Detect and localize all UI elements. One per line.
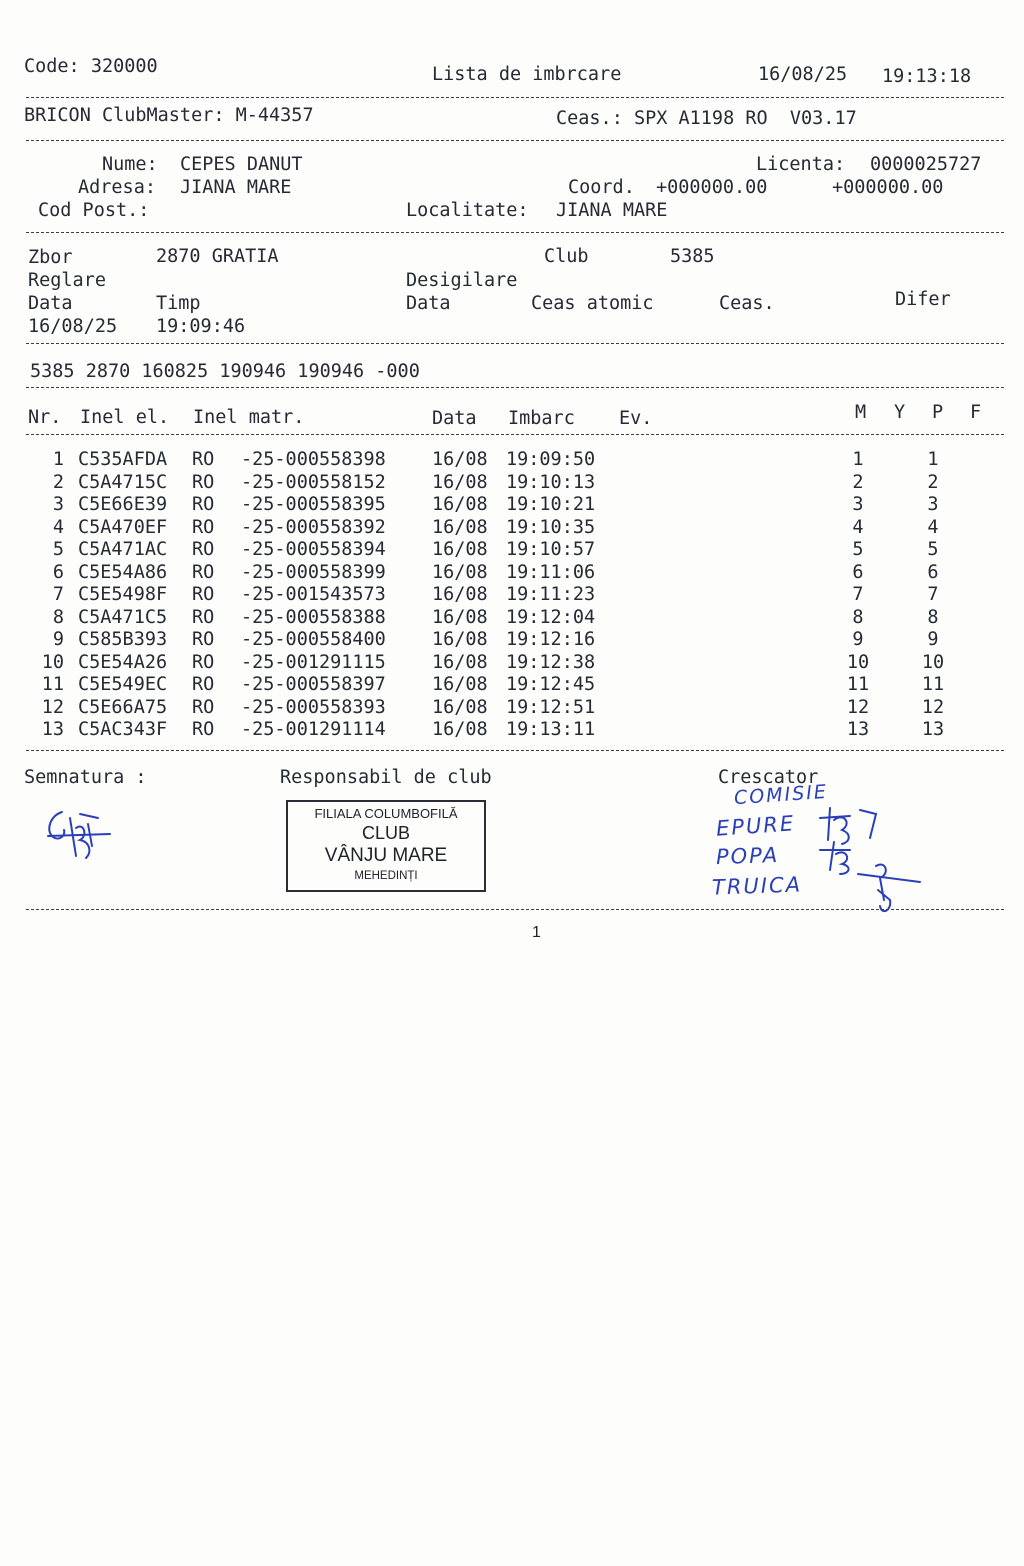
row-time: 19:10:13	[506, 471, 596, 493]
row-ring-el: C5E54A86	[78, 561, 168, 583]
ceas-label: Ceas.	[719, 293, 775, 314]
row-ring-el: C585B393	[78, 629, 168, 650]
row-ring-matr: -25-000558393	[241, 696, 386, 718]
system-label: BRICON ClubMaster: M-44357	[24, 105, 314, 126]
crescator-label: Crescator	[718, 767, 819, 788]
row-country: RO	[192, 561, 215, 583]
row-country: RO	[192, 674, 215, 695]
row-ring-el: C535AFDA	[78, 449, 168, 470]
row-m: 12	[846, 696, 870, 718]
row-ring-matr: -25-000558388	[241, 606, 386, 628]
table-row	[0, 584, 1024, 607]
row-date: 16/08	[432, 539, 488, 560]
row-number: 2	[52, 471, 64, 493]
handwritten-popa: POPA	[715, 842, 780, 870]
row-date: 16/08	[432, 494, 488, 515]
row-ring-el: C5E66A75	[78, 696, 168, 718]
row-p: 7	[927, 584, 939, 605]
row-date: 16/08	[432, 449, 488, 470]
handwritten-comisie: COMISIE	[733, 780, 829, 810]
stamp-line-2: CLUB	[361, 823, 410, 843]
row-m: 4	[852, 516, 864, 538]
divider	[26, 387, 1004, 388]
table-row	[0, 539, 1024, 562]
row-m: 9	[852, 629, 864, 650]
row-m: 6	[852, 561, 864, 583]
row-number: 11	[41, 674, 64, 695]
divider	[26, 434, 1004, 435]
row-country: RO	[192, 651, 215, 673]
row-number: 5	[52, 539, 64, 560]
timp-label: Timp	[156, 293, 201, 314]
row-number: 6	[52, 561, 64, 583]
divider	[26, 343, 1004, 344]
row-ring-matr: -25-000558397	[241, 674, 386, 695]
row-number: 13	[41, 719, 64, 740]
row-date: 16/08	[432, 674, 488, 695]
row-p: 1	[927, 449, 939, 470]
row-m: 11	[846, 674, 870, 695]
row-p: 9	[927, 629, 939, 650]
reglare-time: 19:09:46	[156, 316, 246, 337]
row-p: 5	[927, 539, 939, 560]
table-row	[0, 562, 1024, 585]
table-row	[0, 607, 1024, 630]
row-time: 19:13:11	[506, 719, 596, 740]
row-country: RO	[192, 516, 215, 538]
row-country: RO	[192, 719, 215, 740]
row-ring-matr: -25-000558394	[241, 539, 386, 560]
row-date: 16/08	[432, 719, 488, 740]
row-p: 4	[927, 516, 939, 538]
row-country: RO	[192, 471, 215, 493]
row-country: RO	[192, 494, 215, 515]
zbor-label: Zbor	[28, 247, 73, 268]
table-row	[0, 449, 1024, 472]
row-ring-el: C5A471C5	[78, 606, 168, 628]
ceas-atomic-label: Ceas atomic	[531, 293, 654, 314]
divider	[26, 140, 1004, 141]
semnatura-label: Semnatura :	[24, 767, 147, 788]
data2-label: Data	[406, 293, 451, 314]
row-country: RO	[192, 449, 215, 470]
row-p: 6	[927, 561, 939, 583]
owner-locality: JIANA MARE	[556, 200, 668, 221]
table-row	[0, 652, 1024, 675]
row-time: 19:11:06	[506, 561, 596, 583]
row-ring-matr: -25-000558392	[241, 516, 386, 538]
row-ring-matr: -25-000558399	[241, 561, 386, 583]
row-time: 19:12:16	[506, 629, 596, 650]
row-p: 11	[921, 674, 945, 695]
table-row	[0, 719, 1024, 742]
row-date: 16/08	[432, 696, 488, 718]
row-p: 8	[927, 606, 939, 628]
col-nr: Nr.	[28, 407, 62, 428]
divider	[26, 232, 1004, 233]
address-label: Adresa:	[78, 177, 156, 198]
locality-label: Localitate:	[406, 200, 529, 221]
coord-x: +000000.00	[656, 177, 768, 198]
row-ring-el: C5AC343F	[78, 719, 168, 740]
col-inel-el: Inel el.	[80, 407, 170, 428]
col-inel-matr: Inel matr.	[193, 407, 305, 428]
owner-name: CEPES DANUT	[180, 154, 303, 175]
reglare-label: Reglare	[28, 270, 106, 291]
row-date: 16/08	[432, 471, 488, 493]
row-p: 2	[927, 471, 939, 493]
club-value: 5385	[670, 246, 715, 267]
table-row	[0, 517, 1024, 540]
name-label: Nume:	[102, 154, 158, 175]
row-country: RO	[192, 629, 215, 650]
row-ring-matr: -25-000558400	[241, 629, 386, 650]
stamp-line-4: MEHEDINȚI	[354, 870, 418, 882]
row-ring-el: C5A4715C	[78, 471, 168, 493]
col-data: Data	[432, 408, 477, 429]
coord-y: +000000.00	[832, 177, 944, 198]
stamp-line-3: VÂNJU MARE	[324, 845, 448, 866]
row-time: 19:12:38	[506, 651, 596, 673]
row-m: 8	[852, 606, 864, 628]
table-row	[0, 472, 1024, 495]
col-m: M	[855, 402, 867, 423]
row-date: 16/08	[432, 584, 488, 605]
table-row	[0, 629, 1024, 652]
zbor-value: 2870 GRATIA	[156, 246, 279, 267]
row-ring-matr: -25-000558395	[241, 494, 386, 515]
row-number: 8	[52, 606, 64, 628]
row-ring-el: C5E5498F	[78, 584, 168, 605]
document-title: Lista de imbrcare	[432, 64, 622, 85]
col-ev: Ev.	[619, 408, 653, 429]
row-country: RO	[192, 539, 215, 560]
row-time: 19:12:04	[506, 606, 596, 628]
coord-label: Coord.	[568, 177, 635, 198]
row-m: 3	[852, 494, 864, 515]
col-f: F	[970, 402, 982, 423]
row-m: 2	[852, 471, 864, 493]
row-ring-el: C5E54A26	[78, 651, 168, 673]
col-p: P	[932, 402, 944, 423]
row-time: 19:11:23	[506, 584, 596, 605]
postal-label: Cod Post.:	[38, 200, 150, 221]
row-country: RO	[192, 606, 215, 628]
row-ring-matr: -25-001291115	[241, 651, 386, 673]
print-date: 16/08/25	[758, 64, 848, 85]
row-p: 13	[921, 719, 945, 740]
row-date: 16/08	[432, 629, 488, 650]
row-number: 9	[52, 629, 64, 650]
table-row	[0, 674, 1024, 697]
print-time: 19:13:18	[882, 66, 972, 87]
table-row	[0, 697, 1024, 720]
handwritten-initials	[800, 790, 930, 920]
row-country: RO	[192, 584, 215, 605]
row-ring-el: C5E66E39	[78, 494, 168, 515]
row-country: RO	[192, 696, 215, 718]
row-m: 5	[852, 539, 864, 560]
license-label: Licenta:	[756, 154, 846, 175]
table-row	[0, 494, 1024, 517]
row-number: 1	[52, 449, 64, 470]
divider	[26, 750, 1004, 751]
row-p: 10	[921, 651, 945, 673]
row-time: 19:12:51	[506, 696, 596, 718]
row-date: 16/08	[432, 606, 488, 628]
code-line: 5385 2870 160825 190946 190946 -000	[30, 361, 420, 382]
row-number: 7	[52, 584, 64, 605]
row-ring-matr: -25-001543573	[241, 584, 386, 605]
row-date: 16/08	[432, 516, 488, 538]
row-ring-el: C5A470EF	[78, 516, 168, 538]
row-number: 10	[41, 651, 64, 673]
row-p: 3	[927, 494, 939, 515]
divider	[26, 909, 1004, 910]
handwritten-truica: TRUICA	[711, 872, 803, 900]
row-time: 19:09:50	[506, 449, 596, 470]
row-time: 19:10:35	[506, 516, 596, 538]
row-m: 7	[852, 584, 864, 605]
row-m: 13	[846, 719, 870, 740]
row-time: 19:12:45	[506, 674, 596, 695]
owner-address: JIANA MARE	[180, 177, 292, 198]
row-number: 4	[52, 516, 64, 538]
row-time: 19:10:57	[506, 539, 596, 560]
row-time: 19:10:21	[506, 494, 596, 515]
responsabil-label: Responsabil de club	[280, 767, 492, 788]
club-label: Club	[544, 246, 589, 267]
handwritten-epure: EPURE	[715, 811, 796, 841]
code-label: Code: 320000	[24, 56, 158, 77]
row-date: 16/08	[432, 561, 488, 583]
page-number: 1	[532, 924, 541, 941]
row-ring-matr: -25-000558152	[241, 471, 386, 493]
license-number: 0000025727	[870, 154, 982, 175]
row-m: 1	[852, 449, 864, 470]
col-y: Y	[894, 402, 906, 423]
row-date: 16/08	[432, 651, 488, 673]
row-ring-el: C5A471AC	[78, 539, 168, 560]
row-number: 12	[41, 696, 64, 718]
clock-info: Ceas.: SPX A1198 RO V03.17	[556, 108, 857, 129]
desigilare-label: Desigilare	[406, 270, 518, 291]
club-stamp	[286, 800, 486, 892]
col-imbarc: Imbarc	[508, 408, 575, 429]
reglare-date: 16/08/25	[28, 316, 118, 337]
divider	[26, 97, 1004, 98]
row-ring-matr: -25-000558398	[241, 449, 386, 470]
stamp-line-1: FILIALA COLUMBOFILĂ	[314, 806, 458, 821]
row-number: 3	[52, 494, 64, 515]
row-m: 10	[846, 651, 870, 673]
row-ring-el: C5E549EC	[78, 674, 168, 695]
row-p: 12	[921, 696, 945, 718]
signature-left	[40, 806, 120, 866]
row-ring-matr: -25-001291114	[241, 719, 386, 740]
difer-label: Difer	[895, 289, 951, 310]
data-label: Data	[28, 293, 73, 314]
